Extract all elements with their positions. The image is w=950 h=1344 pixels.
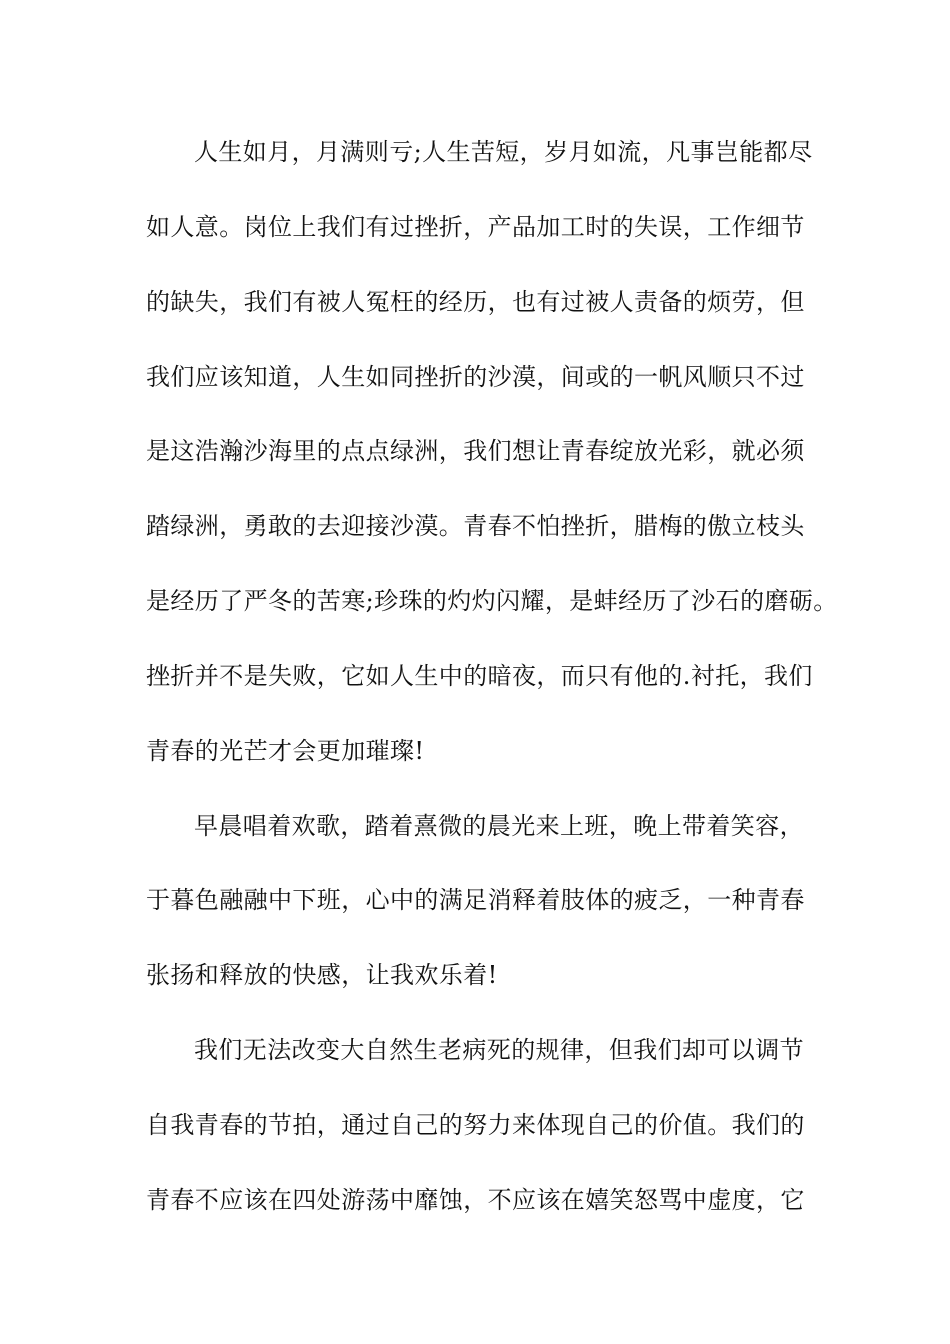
- paragraph-1-line-9: 青春的光芒才会更加璀璨!: [146, 737, 425, 765]
- paragraph-1-line-3: 的缺失，我们有被人冤枉的经历，也有过被人责备的烦劳，但: [146, 288, 805, 316]
- paragraph-3-line-2: 自我青春的节拍，通过自己的努力来体现自己的价值。我们的: [146, 1111, 805, 1139]
- paragraph-2-line-3: 张扬和释放的快感，让我欢乐着!: [146, 961, 498, 989]
- paragraph-3-line-1: 我们无法改变大自然生老病死的规律，但我们却可以调节: [194, 1036, 804, 1064]
- paragraph-1-line-1: 人生如月，月满则亏;人生苦短，岁月如流，凡事岂能都尽: [194, 138, 813, 166]
- paragraph-1-line-6: 踏绿洲，勇敢的去迎接沙漠。青春不怕挫折，腊梅的傲立枝头: [146, 512, 805, 540]
- paragraph-1-line-4: 我们应该知道，人生如同挫折的沙漠，间或的一帆风顺只不过: [146, 363, 805, 391]
- paragraph-2-line-2: 于暮色融融中下班，心中的满足消释着肢体的疲乏，一种青春: [146, 886, 805, 914]
- paragraph-1-line-8: 挫折并不是失败，它如人生中的暗夜，而只有他的.衬托，我们: [146, 662, 813, 690]
- paragraph-1-line-5: 是这浩瀚沙海里的点点绿洲，我们想让青春绽放光彩，就必须: [146, 437, 805, 465]
- paragraph-3-line-3: 青春不应该在四处游荡中靡蚀，不应该在嬉笑怒骂中虚度，它: [146, 1186, 805, 1214]
- paragraph-1-line-7: 是经历了严冬的苦寒;珍珠的灼灼闪耀，是蚌经历了沙石的磨砺。: [146, 587, 838, 615]
- paragraph-1-line-2: 如人意。岗位上我们有过挫折，产品加工时的失误，工作细节: [146, 213, 805, 241]
- paragraph-2-line-1: 早晨唱着欢歌，踏着熹微的晨光来上班，晚上带着笑容，: [194, 812, 804, 840]
